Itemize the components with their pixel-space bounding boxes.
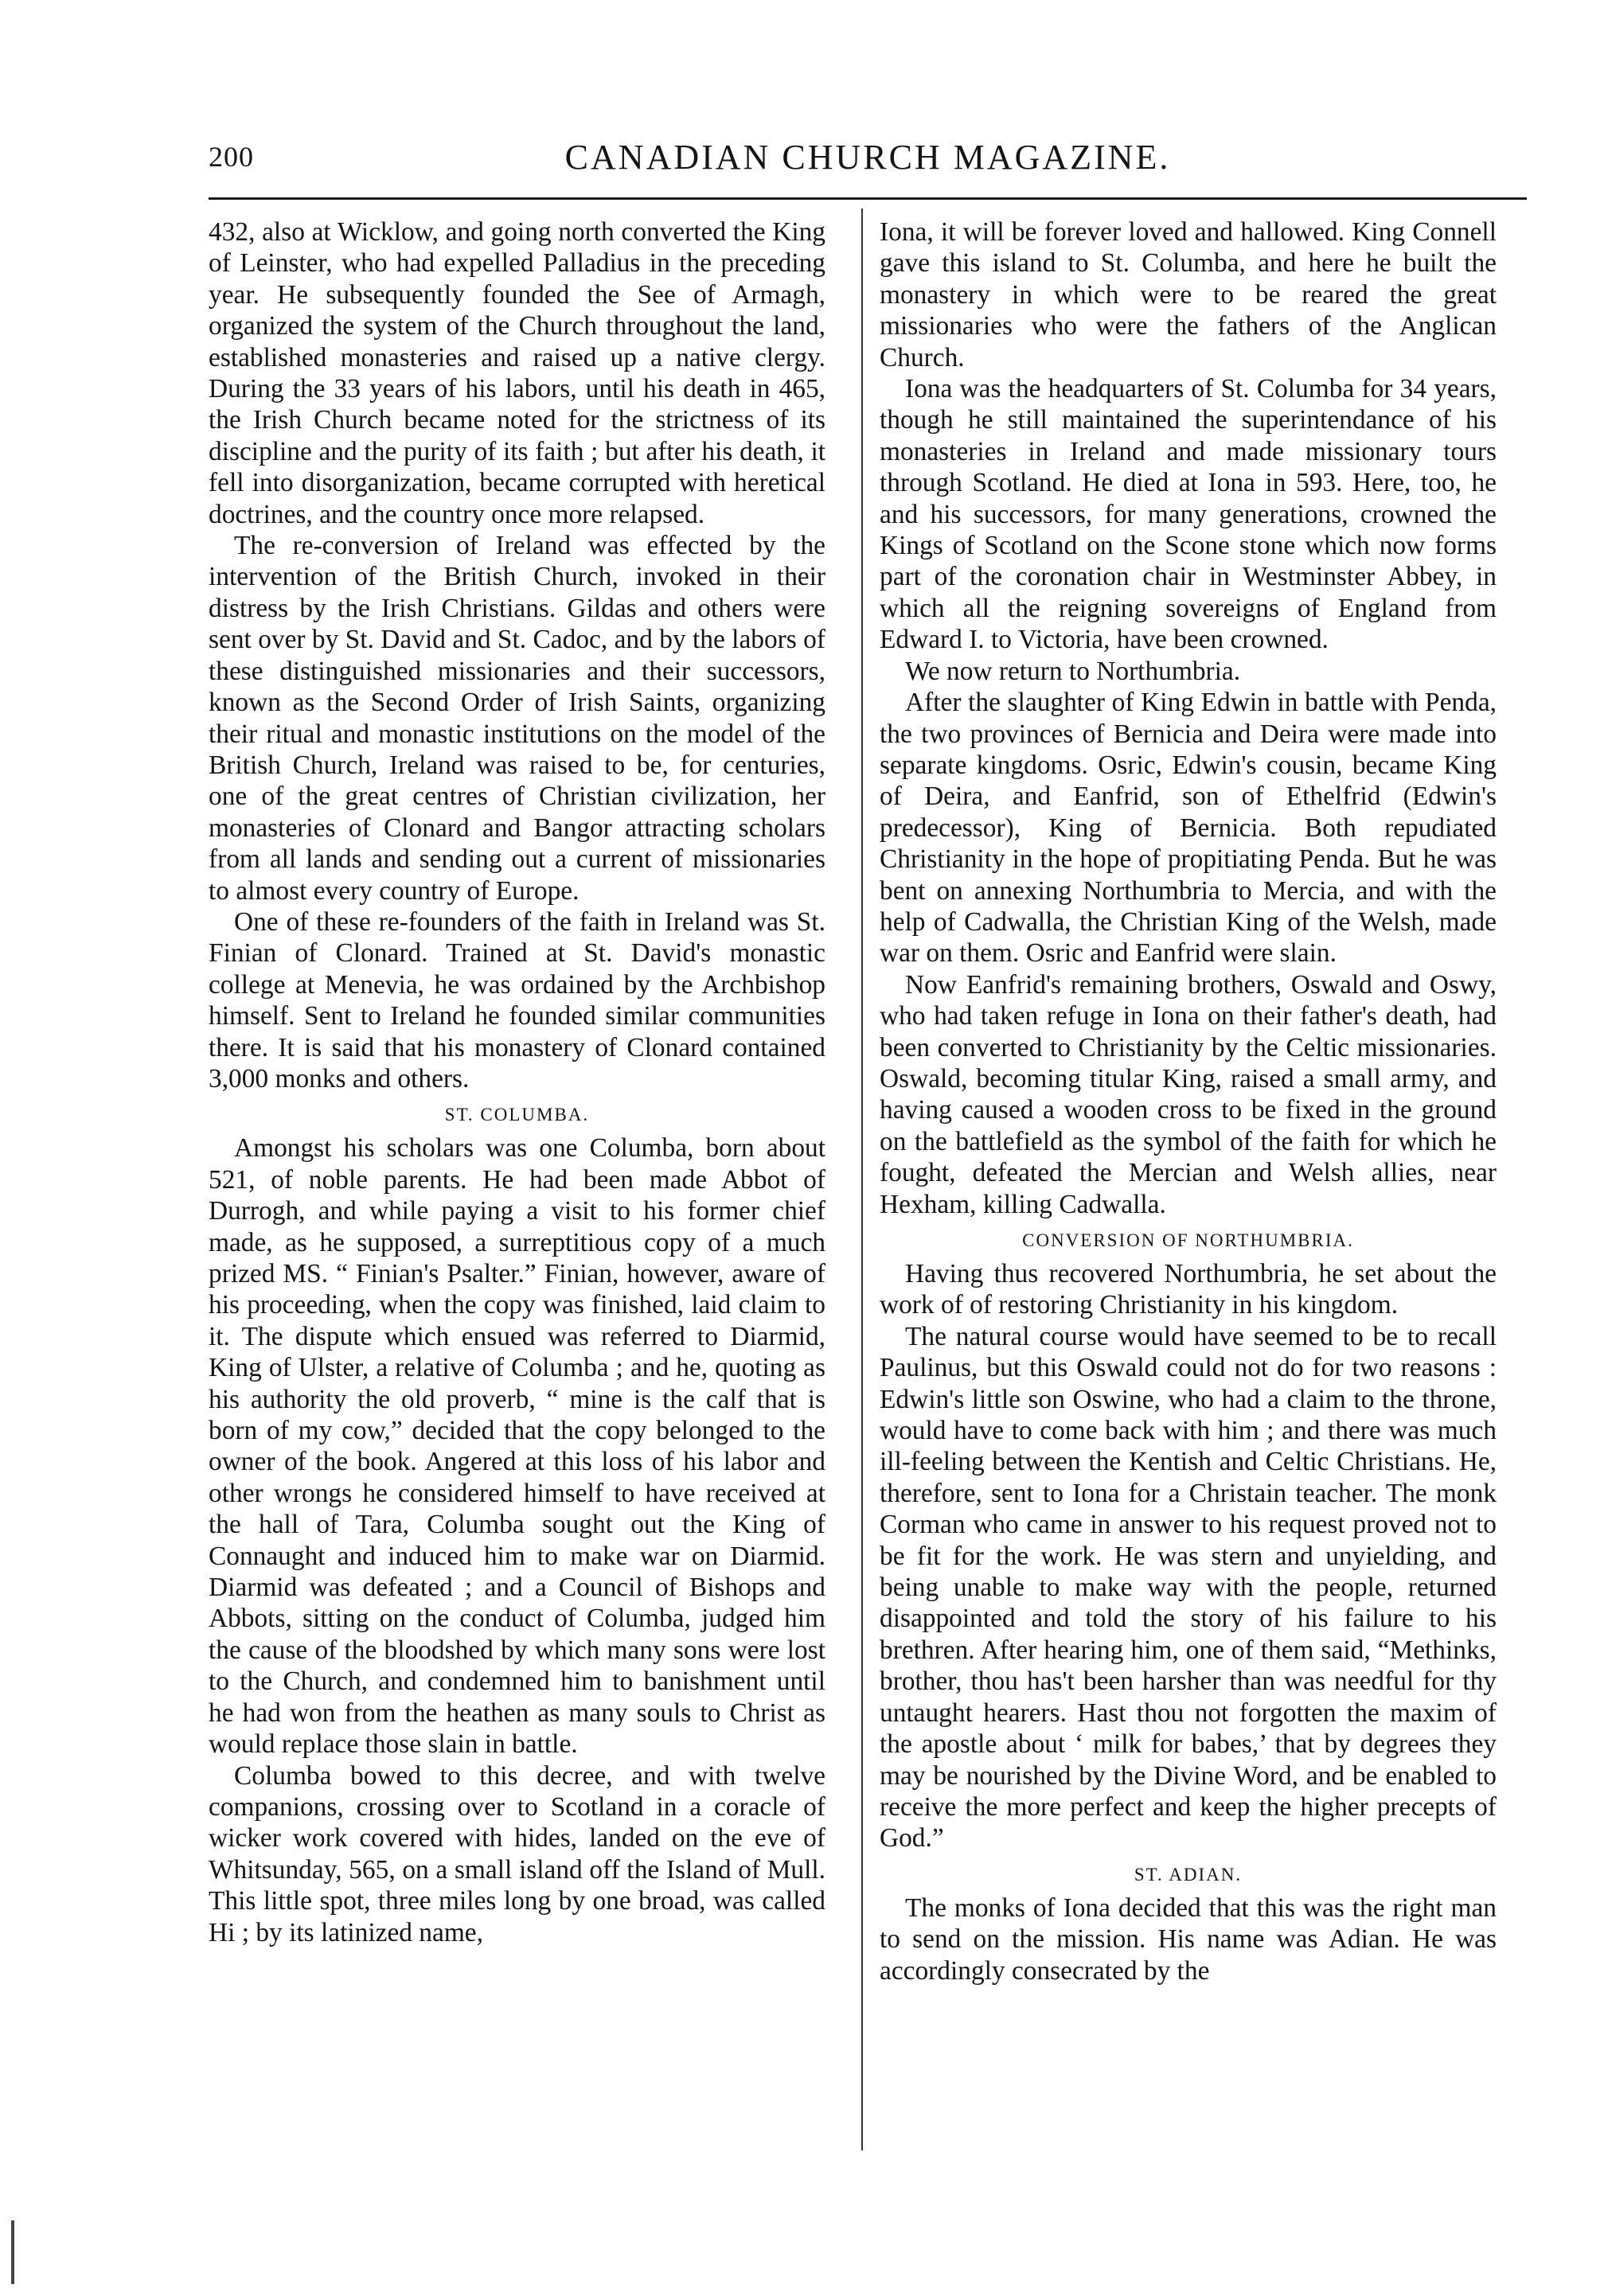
- section-heading: ST. ADIAN.: [1134, 1864, 1243, 1885]
- header-rule: [209, 197, 1527, 200]
- paragraph: Having thus recovered Northumbria, he set about the work of of restoring Christianity in his kingdom.: [880, 1259, 1497, 1320]
- paragraph: After the slaughter of King Edwin in battle with Penda, the two provinces of Bernicia and Deira were made into separate kingdoms. Osric, Edwin's cousin, became King of Deira, and Eanfrid, son of Ethelfrid (Edwin's predecessor), King of Bernicia. Both repudiated Christianity in the hope of propitiating Penda. But he was bent on annexing Northumbria to Mercia, and with the help of Cadwalla, the Christian King of the Welsh, made war on them. Osric and Eanfrid were slain.: [880, 688, 1497, 969]
- paragraph: We now return to Northumbria.: [905, 656, 1241, 686]
- paragraph: One of these re-founders of the faith in Ireland was St. Finian of Clonard. Trained at St. David's monastic college at Menevia, he was ordained by the Archbishop himself. Sent to Ireland he founded similar communities there. It is said that his monastery of Clonard contained 3,000 monks and others.: [209, 906, 825, 1093]
- paragraph: 432, also at Wicklow, and going north converted the King of Leinster, who had expelled Palladius in the preceding year. He subsequently founded the See of Armagh, organized the system of the Church throughout the land, established monasteries and raised up a native clergy. During the 33 years of his labors, until his death in 465, the Irish Church became noted for the strictness of its discipline and the purity of its faith ; but after his death, it fell into disorganization, became corrupted with heretical doctrines, and the country once more relapsed.: [209, 217, 825, 529]
- paragraph: Now Eanfrid's remaining brothers, Oswald and Oswy, who had taken refuge in Iona on their father's death, had been converted to Christianity by the Celtic missionaries. Oswald, becoming titular King, raised a small army, and having caused a wooden cross to be fixed in the ground on the battlefield as the symbol of the faith for which he fought, defeated the Mercian and Welsh allies, near Hexham, killing Cadwalla.: [880, 969, 1497, 1219]
- binding-mark: [11, 2220, 14, 2284]
- paragraph: Amongst his scholars was one Columba, born about 521, of noble parents. He had been made Abbot of Durrogh, and while paying a visit to his former chief made, as he supposed, a surreptitious copy of a much prized MS. “ Finian's Psalter.” Finian, however, aware of his proceeding, when the copy was finished, laid claim to it. The dispute which ensued was referred to Diarmid, King of Ulster, a relative of Columba ; and he, quoting as his authority the old proverb, “ mine is the calf that is born of my cow,” decided that the copy belonged to the owner of the book. Angered at this loss of his labor and other wrongs he considered himself to have received at the hall of Tara, Columba sought out the King of Connaught and induced him to make war on Diarmid. Diarmid was defeated ; and a Council of Bishops and Abbots, sitting on the conduct of Columba, judged him the cause of the bloodshed by which many sons were lost to the Church, and condemned him to banishment until he had won from the heathen as many souls to Christ as would replace those slain in battle.: [209, 1133, 825, 1760]
- paragraph: The re-conversion of Ireland was effected by the intervention of the British Church, invoked in their distress by the Irish Christians. Gildas and others were sent over by St. David and St. Cadoc, and by the labors of these distinguished missionaries and their successors, known as the Second Order of Irish Saints, organizing their ritual and monastic institutions on the model of the British Church, Ireland was raised to be, for centuries, one of the great centres of Christian civilization, her monasteries of Clonard and Bangor attracting scholars from all lands and sending out a current of missionaries to almost every country of Europe.: [209, 531, 825, 906]
- column-divider: [861, 209, 863, 2150]
- page-number: 200: [209, 141, 254, 173]
- paragraph: Columba bowed to this decree, and with twelve companions, crossing over to Scotland in a coracle of wicker work covered with hides, landed on the eve of Whitsunday, 565, on a small island off the Island of Mull. This little spot, three miles long by one broad, was called Hi ; by its latinized name,: [209, 1760, 825, 1947]
- page-header: [209, 137, 1527, 189]
- paragraph: Iona was the headquarters of St. Columba for 34 years, though he still maintained the superintendance of his monasteries in Ireland and made missionary tours through Scotland. He died at Iona in 593. Here, too, he and his successors, for many generations, crowned the Kings of Scotland on the Scone stone which now forms part of the coronation chair in Westminster Abbey, in which all the reigning sovereigns of England from Edward I. to Victoria, have been crowned.: [880, 374, 1497, 655]
- section-heading: CONVERSION OF NORTHUMBRIA.: [1022, 1230, 1354, 1250]
- paragraph: The monks of Iona decided that this was the right man to send on the mission. His name was Adian. He was accordingly consecrated by the: [880, 1893, 1497, 1986]
- section-heading: ST. COLUMBA.: [444, 1105, 590, 1125]
- paragraph: Iona, it will be forever loved and hallowed. King Connell gave this island to St. Columba, and here he built the monastery in which were to be reared the great missionaries who were the fathers of the Anglican Church.: [880, 217, 1497, 372]
- right-column: [880, 216, 1497, 1986]
- paragraph: The natural course would have seemed to be to recall Paulinus, but this Oswald could not do for two reasons : Edwin's little son Oswine, who had a claim to the throne, would have to come back with him ; and there was much ill-feeling between the Kentish and Celtic Christians. He, therefore, sent to Iona for a Christain teacher. The monk Corman who came in answer to his request proved not to be fit for the work. He was stern and unyielding, and being unable to make way with the people, returned disappointed and told the story of his failure to his brethren. After hearing him, one of them said, “Methinks, brother, thou has't been harsher than was needful for thy untaught hearers. Hast thou not forgotten the maxim of the apostle about ‘ milk for babes,’ that by degrees they may be nourished by the Divine Word, and be enabled to receive the more perfect and keep the higher precepts of God.”: [880, 1321, 1497, 1854]
- running-title: CANADIAN CHURCH MAGAZINE.: [564, 138, 1171, 177]
- left-column: [209, 216, 825, 1948]
